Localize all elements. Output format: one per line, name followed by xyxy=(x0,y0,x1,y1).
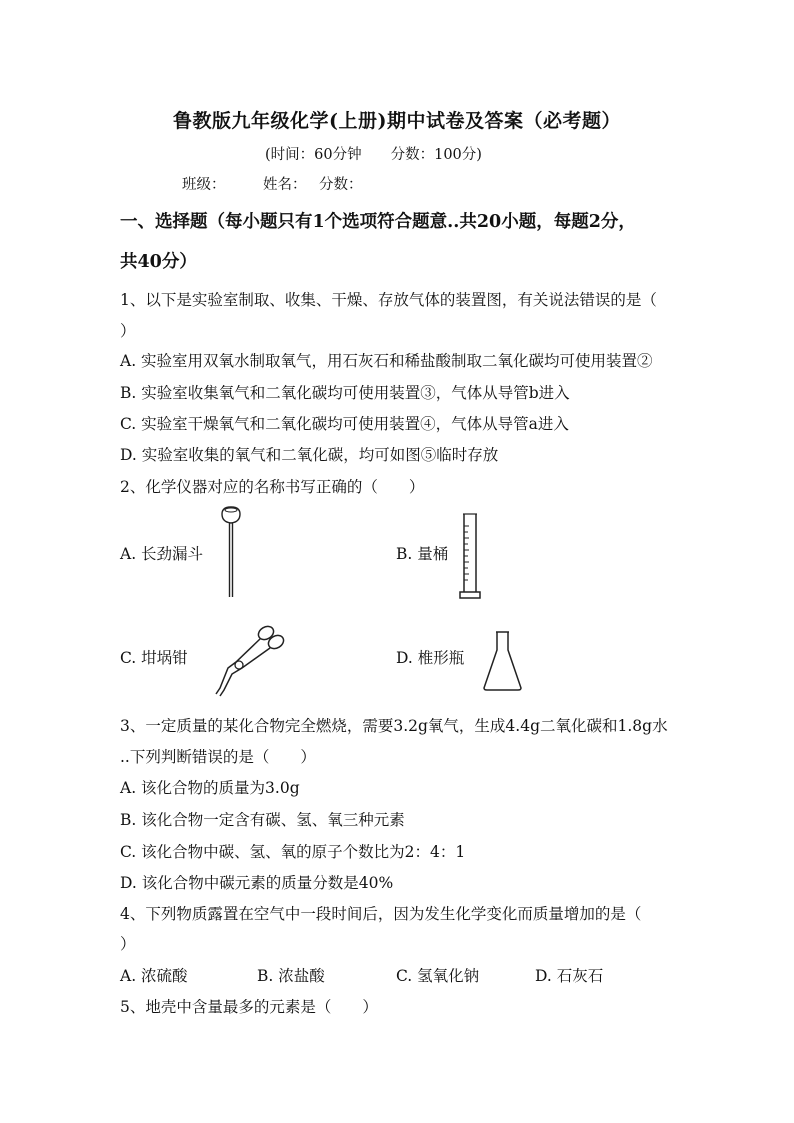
question-3-stem-cont: ..下列判断错误的是（ ） xyxy=(120,748,316,766)
question-4-option-b: B. 浓盐酸 xyxy=(257,967,325,985)
question-3-option-a: A. 该化合物的质量为3.0g xyxy=(120,779,300,797)
question-2-stem: 2、化学仪器对应的名称书写正确的（ ） xyxy=(120,478,425,496)
long-neck-funnel-icon xyxy=(218,505,248,600)
question-2-option-a: A. 长劲漏斗 xyxy=(120,545,204,563)
question-3-option-b: B. 该化合物一定含有碳、氢、氧三种元素 xyxy=(120,811,405,829)
section-heading-line2: 共40分） xyxy=(120,252,197,272)
question-4-option-c: C. 氢氧化钠 xyxy=(396,967,480,985)
question-3-option-c: C. 该化合物中碳、氢、氧的原子个数比为2：4：1 xyxy=(120,843,466,861)
question-1-stem-cont: ） xyxy=(120,322,136,340)
score-label: 分数： xyxy=(319,177,363,193)
question-4-option-d: D. 石灰石 xyxy=(535,967,604,985)
question-2-option-b: B. 量桶 xyxy=(396,545,449,563)
question-2-option-d: D. 椎形瓶 xyxy=(396,649,465,667)
section-heading-line1: 一、选择题（每小题只有1个选项符合题意..共20小题，每题2分， xyxy=(120,212,636,232)
question-1-option-b: B. 实验室收集氧气和二氧化碳均可使用装置③，气体从导管b进入 xyxy=(120,384,570,402)
graduated-cylinder-icon xyxy=(456,512,486,602)
question-4-stem: 4、下列物质露置在空气中一段时间后，因为发生化学变化而质量增加的是（ xyxy=(120,905,642,923)
page-title: 鲁教版九年级化学(上册)期中试卷及答案（必考题） xyxy=(173,110,621,132)
name-label: 姓名： xyxy=(263,177,307,193)
question-1-stem: 1、以下是实验室制取、收集、干燥、存放气体的装置图，有关说法错误的是（ xyxy=(120,291,657,309)
question-3-stem: 3、一定质量的某化合物完全燃烧，需要3.2g氧气，生成4.4g二氧化碳和1.8g水 xyxy=(120,717,668,735)
question-1-option-a: A. 实验室用双氧水制取氧气，用石灰石和稀盐酸制取二氧化碳均可使用装置② xyxy=(120,352,653,370)
question-5-stem: 5、地壳中含量最多的元素是（ ） xyxy=(120,998,378,1016)
question-1-option-c: C. 实验室干燥氧气和二氧化碳均可使用装置④，气体从导管a进入 xyxy=(120,415,569,433)
question-4-stem-cont: ） xyxy=(120,935,136,953)
conical-flask-icon xyxy=(480,630,525,692)
question-1-option-d: D. 实验室收集的氧气和二氧化碳，均可如图⑤临时存放 xyxy=(120,446,499,464)
crucible-tongs-icon xyxy=(208,620,288,698)
question-3-option-d: D. 该化合物中碳元素的质量分数是40% xyxy=(120,874,394,892)
question-4-option-a: A. 浓硫酸 xyxy=(120,967,188,985)
class-label: 班级： xyxy=(182,177,226,193)
question-2-option-c: C. 坩埚钳 xyxy=(120,649,188,667)
exam-info: (时间：60分钟 分数：100分) xyxy=(265,147,482,163)
